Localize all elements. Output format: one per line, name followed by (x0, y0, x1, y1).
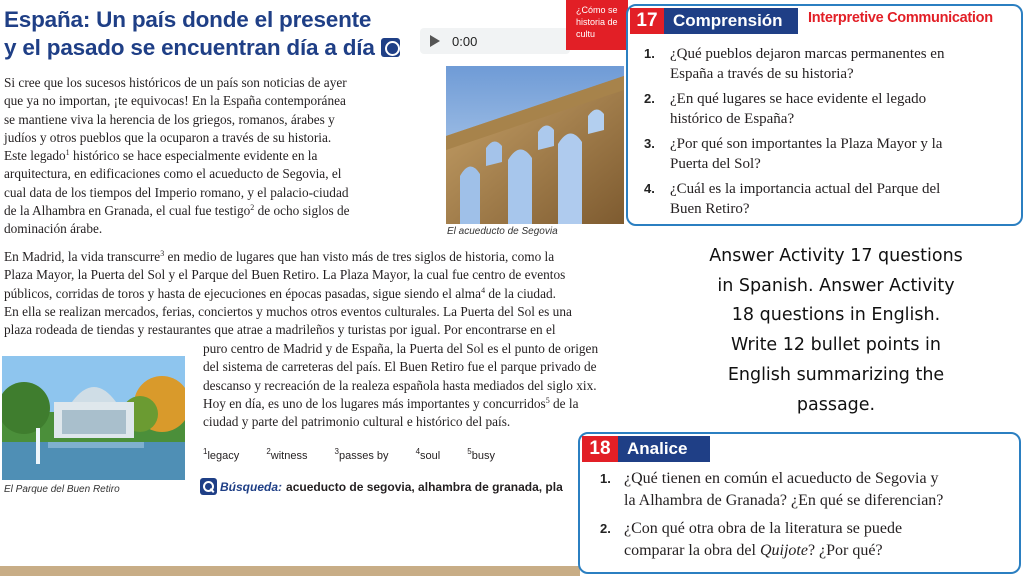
search-icon (200, 478, 217, 495)
aqueduct-photo (446, 66, 624, 224)
activity-17-subtitle: Interpretive Communication (808, 10, 993, 26)
activity-17-number: 17 (630, 8, 664, 34)
cultural-note-card: ¿Cómo se historia de cultu (566, 0, 628, 50)
play-icon[interactable] (430, 35, 440, 47)
paragraph-1: Si cree que los sucesos históricos de un país son noticias de ayer que ya no importan, ¡te equivocas! En la España contemporánea se mantiene viva la herencia de los griegos, romanos, árabes y judíos y otros pueblos que la ocuparon a través de su historia. Este legado$^1$ histórico se hace especialmente evidente en la arquitectura, en edificaciones como el acueducto de Segovia, el cual data de los tiempos del Imperio romano, y el palacio-ciudad de la Alhambra en Granada, el cual fue testigo$^2$ de ocho siglos de dominación árabe. (4, 75, 350, 237)
audio-icon[interactable] (381, 38, 400, 57)
question-17-2: 2. ¿En qué lugares se hace evidente el legado histórico de España? (644, 91, 927, 127)
activity-17-panel (626, 4, 1023, 226)
question-17-1: 1. ¿Qué pueblos dejaron marcas permanentes en España a través de su historia? (644, 46, 945, 82)
activity-18-title: Analice (618, 436, 710, 462)
search-label: Búsqueda: (220, 480, 283, 494)
search-keywords (200, 478, 578, 498)
bottom-ribbon (0, 566, 580, 576)
title-line-1: España: Un país donde el presente (4, 7, 372, 32)
question-18-2: 2. ¿Con qué otra obra de la literatura se puede comparar la obra del Quijote? ¿Por qué? (600, 520, 903, 559)
activity-17-title: Comprensión (664, 8, 798, 34)
caption-aqueduct: El acueducto de Segovia (447, 226, 558, 237)
question-18-1: 1. ¿Qué tienen en común el acueducto de Segovia y la Alhambra de Granada? ¿En qué se diferencian? (600, 470, 944, 509)
article-title (4, 6, 404, 62)
caption-park: El Parque del Buen Retiro (4, 484, 120, 495)
paragraph-3: puro centro de Madrid y de España, la Puerta del Sol es el punto de origen del sistema de carreteras del país. El Buen Retiro fue el parque privado de descanso y recreación de la realeza española hasta mediados del siglo xix. Hoy en día, es uno de los lugares más importantes y concurridos$^5$ de la ciudad y parte del patrimonio cultural e histórico del país. (203, 341, 599, 430)
title-line-2: y el pasado se encuentran día a día (4, 34, 404, 62)
activity-17-questions (644, 44, 944, 224)
teacher-instructions: Answer Activity 17 questions in Spanish. Answer Activity 18 questions in English. Write 12 bullet points in English summarizing the passage. (709, 246, 963, 415)
footnotes: $^1$legacy $^2$witness $^3$passes by $^4$soul $^5$busy (203, 447, 495, 462)
paragraph-2: En Madrid, la vida transcurre$^3$ en medio de lugares que han visto más de tres siglos de historia, como la Plaza Mayor, la Puerta del Sol y el Parque del Buen Retiro. La Plaza Mayor, la cual fue centro de eventos públicos, corridas de toros y hasta de ejecuciones en épocas pasadas, sigue siendo el alma$^4$ de la ciudad. En ella se realizan mercados, ferias, conciertos y muchos otros eventos culturales. La Puerta del Sol es una plaza rodeada de tiendas y restaurantes que atrae a madrileños y turistas por igual. Por encontrarse en el (4, 249, 572, 338)
activity-18-number: 18 (582, 436, 618, 462)
park-photo (2, 356, 185, 480)
audio-player[interactable] (420, 28, 570, 54)
question-17-4: 4. ¿Cuál es la importancia actual del Parque del Buen Retiro? (644, 181, 941, 217)
activity-18-panel (578, 432, 1021, 574)
player-time: 0:00 (452, 34, 478, 49)
search-terms: acueducto de segovia, alhambra de granada, pla (286, 480, 563, 494)
question-17-3: 3. ¿Por qué son importantes la Plaza Mayor y la Puerta del Sol? (644, 136, 943, 172)
activity-18-questions (600, 468, 943, 568)
